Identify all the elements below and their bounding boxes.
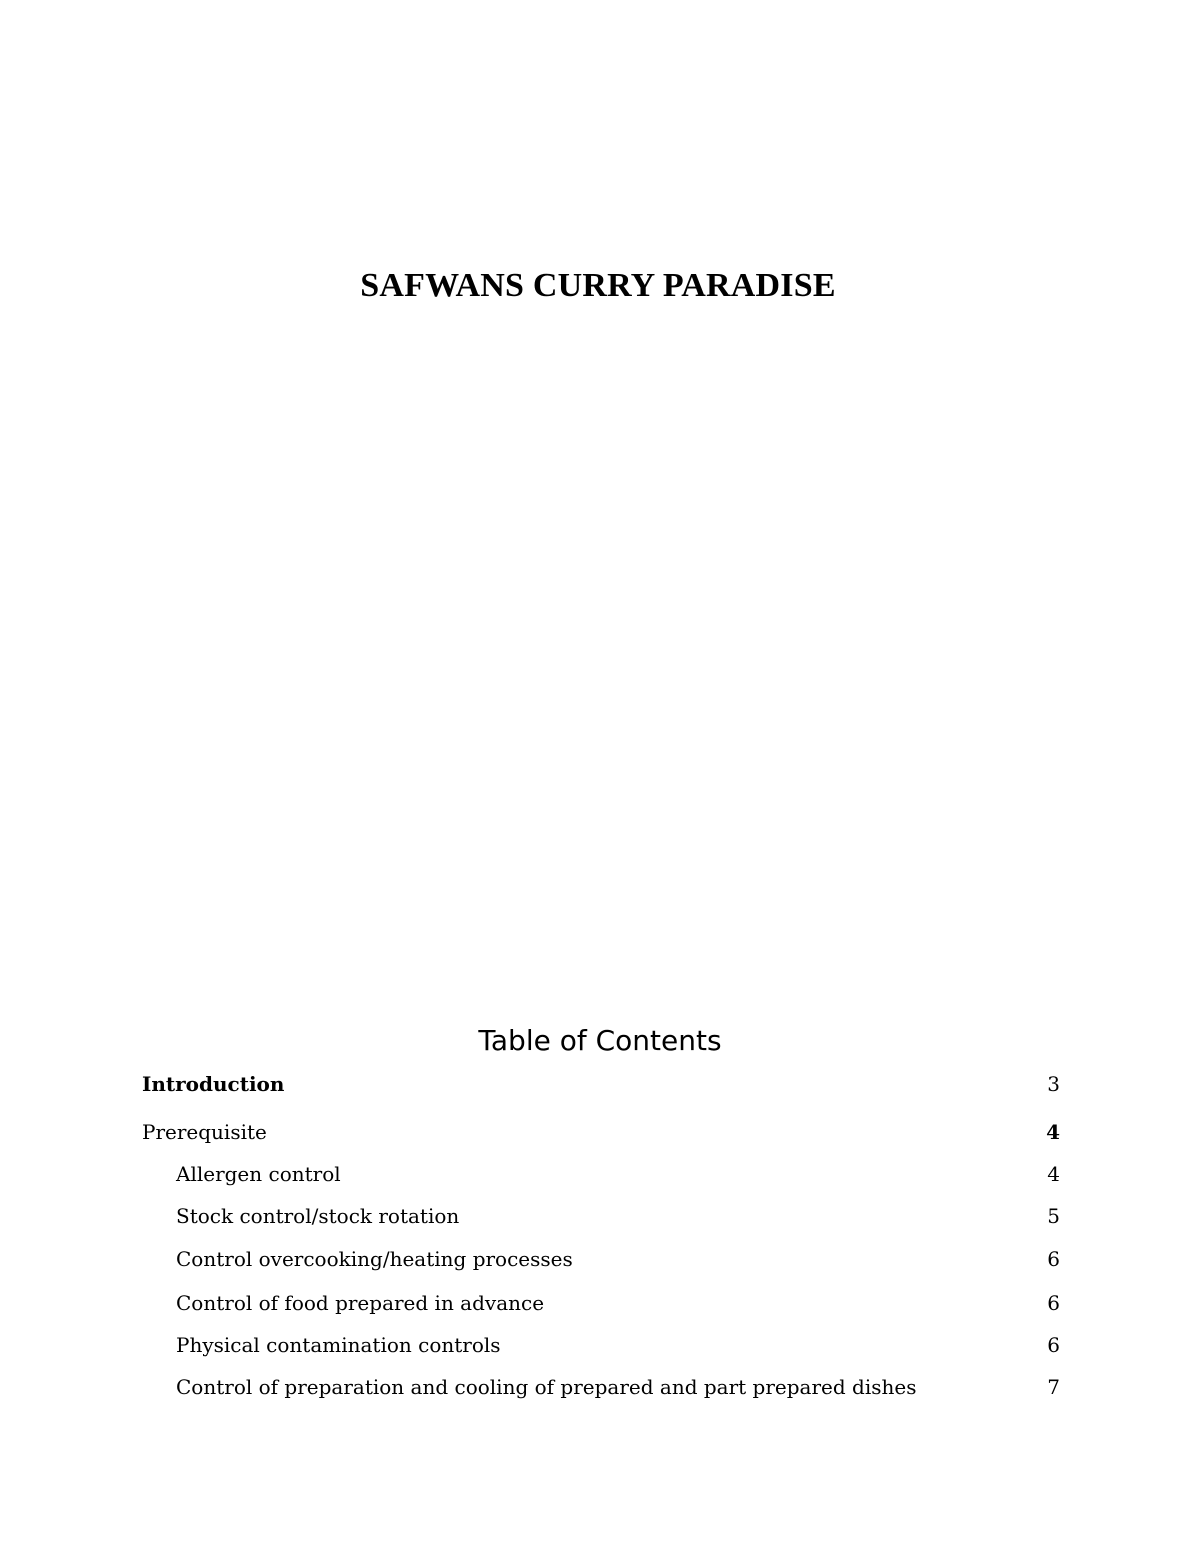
toc-entry-stock-control[interactable] bbox=[176, 1200, 1060, 1232]
toc-entry-page-number: 4 bbox=[1046, 1120, 1060, 1144]
toc-entry-preparation-and-cooling[interactable] bbox=[176, 1371, 1060, 1403]
toc-entry-physical-contamination[interactable] bbox=[176, 1329, 1060, 1361]
toc-entry-label: Physical contamination controls bbox=[176, 1333, 501, 1357]
toc-entry-label: Control of food prepared in advance bbox=[176, 1291, 545, 1315]
toc-entry-label: Control of preparation and cooling of prepared and part prepared dishes bbox=[176, 1375, 917, 1399]
toc-entry-page-number: 6 bbox=[1047, 1291, 1060, 1315]
toc-entry-label: Prerequisite bbox=[142, 1120, 267, 1144]
toc-entry-label: Allergen control bbox=[176, 1162, 341, 1186]
toc-heading: Table of Contents bbox=[478, 1024, 722, 1057]
toc-entry-prerequisite[interactable] bbox=[142, 1116, 1060, 1148]
toc-entry-page-number: 3 bbox=[1047, 1072, 1060, 1096]
toc-entry-heating-processes[interactable] bbox=[176, 1243, 1060, 1275]
toc-entry-page-number: 5 bbox=[1047, 1204, 1060, 1228]
toc-entry-food-prepared-in-advance[interactable] bbox=[176, 1287, 1060, 1319]
document-title: SAFWANS CURRY PARADISE bbox=[360, 267, 836, 304]
toc-entry-page-number: 7 bbox=[1047, 1375, 1060, 1399]
toc-entry-label: Stock control/stock rotation bbox=[176, 1204, 460, 1228]
toc-entry-label: Introduction bbox=[142, 1072, 285, 1096]
toc-entry-introduction[interactable] bbox=[142, 1068, 1060, 1100]
toc-entry-page-number: 6 bbox=[1047, 1247, 1060, 1271]
toc-entry-allergen-control[interactable] bbox=[176, 1158, 1060, 1190]
toc-entry-label: Control overcooking/heating processes bbox=[176, 1247, 573, 1271]
toc-entry-page-number: 6 bbox=[1047, 1333, 1060, 1357]
toc-entry-page-number: 4 bbox=[1047, 1162, 1060, 1186]
